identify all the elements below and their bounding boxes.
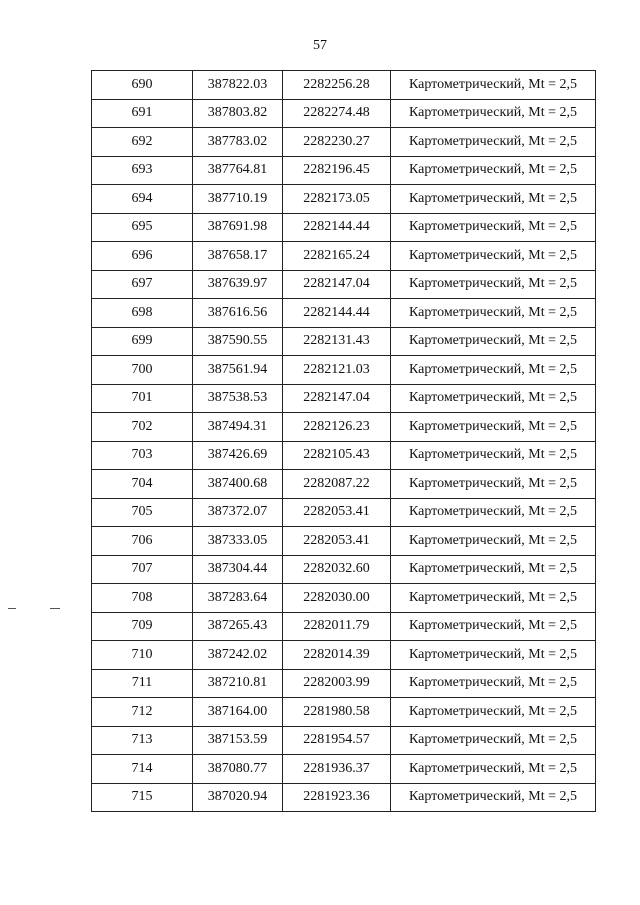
- point-number-cell: 695: [92, 213, 193, 242]
- y-coordinate-cell: 2282165.24: [283, 242, 391, 271]
- x-coordinate-cell: 387803.82: [193, 99, 283, 128]
- x-coordinate-cell: 387210.81: [193, 669, 283, 698]
- y-coordinate-cell: 2282196.45: [283, 156, 391, 185]
- x-coordinate-cell: 387561.94: [193, 356, 283, 385]
- y-coordinate-cell: 2282230.27: [283, 128, 391, 157]
- point-number-cell: 702: [92, 413, 193, 442]
- table-row: [92, 299, 596, 328]
- y-coordinate-cell: 2282032.60: [283, 555, 391, 584]
- point-number-cell: 711: [92, 669, 193, 698]
- point-number-cell: 704: [92, 470, 193, 499]
- table-row: [92, 413, 596, 442]
- point-number-cell: 692: [92, 128, 193, 157]
- x-coordinate-cell: 387426.69: [193, 441, 283, 470]
- method-cell: Картометрический, Mt = 2,5: [391, 498, 596, 527]
- method-cell: Картометрический, Mt = 2,5: [391, 99, 596, 128]
- table-row: [92, 584, 596, 613]
- table-row: [92, 384, 596, 413]
- point-number-cell: 697: [92, 270, 193, 299]
- table-row: [92, 669, 596, 698]
- method-cell: Картометрический, Mt = 2,5: [391, 413, 596, 442]
- table-row: [92, 441, 596, 470]
- table-row: [92, 470, 596, 499]
- table-row: [92, 612, 596, 641]
- y-coordinate-cell: 2282147.04: [283, 384, 391, 413]
- y-coordinate-cell: 2282087.22: [283, 470, 391, 499]
- x-coordinate-cell: 387538.53: [193, 384, 283, 413]
- table-row: [92, 156, 596, 185]
- y-coordinate-cell: 2282144.44: [283, 299, 391, 328]
- method-cell: Картометрический, Mt = 2,5: [391, 356, 596, 385]
- y-coordinate-cell: 2282003.99: [283, 669, 391, 698]
- x-coordinate-cell: 387153.59: [193, 726, 283, 755]
- table-row: [92, 356, 596, 385]
- point-number-cell: 713: [92, 726, 193, 755]
- method-cell: Картометрический, Mt = 2,5: [391, 669, 596, 698]
- method-cell: Картометрический, Mt = 2,5: [391, 299, 596, 328]
- y-coordinate-cell: 2282011.79: [283, 612, 391, 641]
- y-coordinate-cell: 2281936.37: [283, 755, 391, 784]
- coordinates-table: [91, 70, 596, 812]
- table-row: [92, 327, 596, 356]
- y-coordinate-cell: 2282030.00: [283, 584, 391, 613]
- table-row: [92, 270, 596, 299]
- x-coordinate-cell: 387242.02: [193, 641, 283, 670]
- point-number-cell: 714: [92, 755, 193, 784]
- table-row: [92, 726, 596, 755]
- method-cell: Картометрический, Mt = 2,5: [391, 783, 596, 812]
- point-number-cell: 703: [92, 441, 193, 470]
- table-row: [92, 213, 596, 242]
- point-number-cell: 698: [92, 299, 193, 328]
- table-row: [92, 99, 596, 128]
- method-cell: Картометрический, Mt = 2,5: [391, 726, 596, 755]
- table-row: [92, 71, 596, 100]
- point-number-cell: 699: [92, 327, 193, 356]
- point-number-cell: 712: [92, 698, 193, 727]
- method-cell: Картометрический, Mt = 2,5: [391, 755, 596, 784]
- method-cell: Картометрический, Mt = 2,5: [391, 384, 596, 413]
- y-coordinate-cell: 2281954.57: [283, 726, 391, 755]
- y-coordinate-cell: 2282274.48: [283, 99, 391, 128]
- y-coordinate-cell: 2282121.03: [283, 356, 391, 385]
- table-row: [92, 698, 596, 727]
- method-cell: Картометрический, Mt = 2,5: [391, 555, 596, 584]
- x-coordinate-cell: 387494.31: [193, 413, 283, 442]
- y-coordinate-cell: 2282256.28: [283, 71, 391, 100]
- method-cell: Картометрический, Mt = 2,5: [391, 612, 596, 641]
- x-coordinate-cell: 387080.77: [193, 755, 283, 784]
- x-coordinate-cell: 387333.05: [193, 527, 283, 556]
- table-row: [92, 185, 596, 214]
- method-cell: Картометрический, Mt = 2,5: [391, 213, 596, 242]
- y-coordinate-cell: 2282173.05: [283, 185, 391, 214]
- point-number-cell: 707: [92, 555, 193, 584]
- method-cell: Картометрический, Mt = 2,5: [391, 156, 596, 185]
- method-cell: Картометрический, Mt = 2,5: [391, 698, 596, 727]
- table-row: [92, 527, 596, 556]
- method-cell: Картометрический, Mt = 2,5: [391, 71, 596, 100]
- point-number-cell: 700: [92, 356, 193, 385]
- x-coordinate-cell: 387400.68: [193, 470, 283, 499]
- x-coordinate-cell: 387822.03: [193, 71, 283, 100]
- x-coordinate-cell: 387658.17: [193, 242, 283, 271]
- y-coordinate-cell: 2282131.43: [283, 327, 391, 356]
- method-cell: Картометрический, Mt = 2,5: [391, 470, 596, 499]
- table-row: [92, 242, 596, 271]
- x-coordinate-cell: 387590.55: [193, 327, 283, 356]
- point-number-cell: 693: [92, 156, 193, 185]
- y-coordinate-cell: 2282144.44: [283, 213, 391, 242]
- point-number-cell: 701: [92, 384, 193, 413]
- x-coordinate-cell: 387283.64: [193, 584, 283, 613]
- y-coordinate-cell: 2282147.04: [283, 270, 391, 299]
- point-number-cell: 709: [92, 612, 193, 641]
- x-coordinate-cell: 387639.97: [193, 270, 283, 299]
- method-cell: Картометрический, Mt = 2,5: [391, 327, 596, 356]
- method-cell: Картометрический, Mt = 2,5: [391, 242, 596, 271]
- x-coordinate-cell: 387710.19: [193, 185, 283, 214]
- table-row: [92, 783, 596, 812]
- page-number: 57: [313, 38, 327, 53]
- point-number-cell: 691: [92, 99, 193, 128]
- table-row: [92, 498, 596, 527]
- table-row: [92, 755, 596, 784]
- y-coordinate-cell: 2282014.39: [283, 641, 391, 670]
- table-row: [92, 555, 596, 584]
- y-coordinate-cell: 2281980.58: [283, 698, 391, 727]
- x-coordinate-cell: 387372.07: [193, 498, 283, 527]
- point-number-cell: 696: [92, 242, 193, 271]
- method-cell: Картометрический, Mt = 2,5: [391, 641, 596, 670]
- point-number-cell: 690: [92, 71, 193, 100]
- x-coordinate-cell: 387764.81: [193, 156, 283, 185]
- y-coordinate-cell: 2282053.41: [283, 527, 391, 556]
- y-coordinate-cell: 2282126.23: [283, 413, 391, 442]
- x-coordinate-cell: 387783.02: [193, 128, 283, 157]
- x-coordinate-cell: 387164.00: [193, 698, 283, 727]
- point-number-cell: 706: [92, 527, 193, 556]
- table-row: [92, 641, 596, 670]
- x-coordinate-cell: 387691.98: [193, 213, 283, 242]
- method-cell: Картометрический, Mt = 2,5: [391, 270, 596, 299]
- method-cell: Картометрический, Mt = 2,5: [391, 128, 596, 157]
- point-number-cell: 710: [92, 641, 193, 670]
- method-cell: Картометрический, Mt = 2,5: [391, 527, 596, 556]
- method-cell: Картометрический, Mt = 2,5: [391, 185, 596, 214]
- x-coordinate-cell: 387304.44: [193, 555, 283, 584]
- x-coordinate-cell: 387616.56: [193, 299, 283, 328]
- method-cell: Картометрический, Mt = 2,5: [391, 584, 596, 613]
- point-number-cell: 705: [92, 498, 193, 527]
- x-coordinate-cell: 387020.94: [193, 783, 283, 812]
- x-coordinate-cell: 387265.43: [193, 612, 283, 641]
- point-number-cell: 715: [92, 783, 193, 812]
- coordinates-table-body: [92, 71, 596, 812]
- point-number-cell: 694: [92, 185, 193, 214]
- scan-artifact: [8, 608, 16, 609]
- method-cell: Картометрический, Mt = 2,5: [391, 441, 596, 470]
- scan-artifact: [50, 608, 60, 609]
- table-row: [92, 128, 596, 157]
- y-coordinate-cell: 2282053.41: [283, 498, 391, 527]
- y-coordinate-cell: 2282105.43: [283, 441, 391, 470]
- y-coordinate-cell: 2281923.36: [283, 783, 391, 812]
- point-number-cell: 708: [92, 584, 193, 613]
